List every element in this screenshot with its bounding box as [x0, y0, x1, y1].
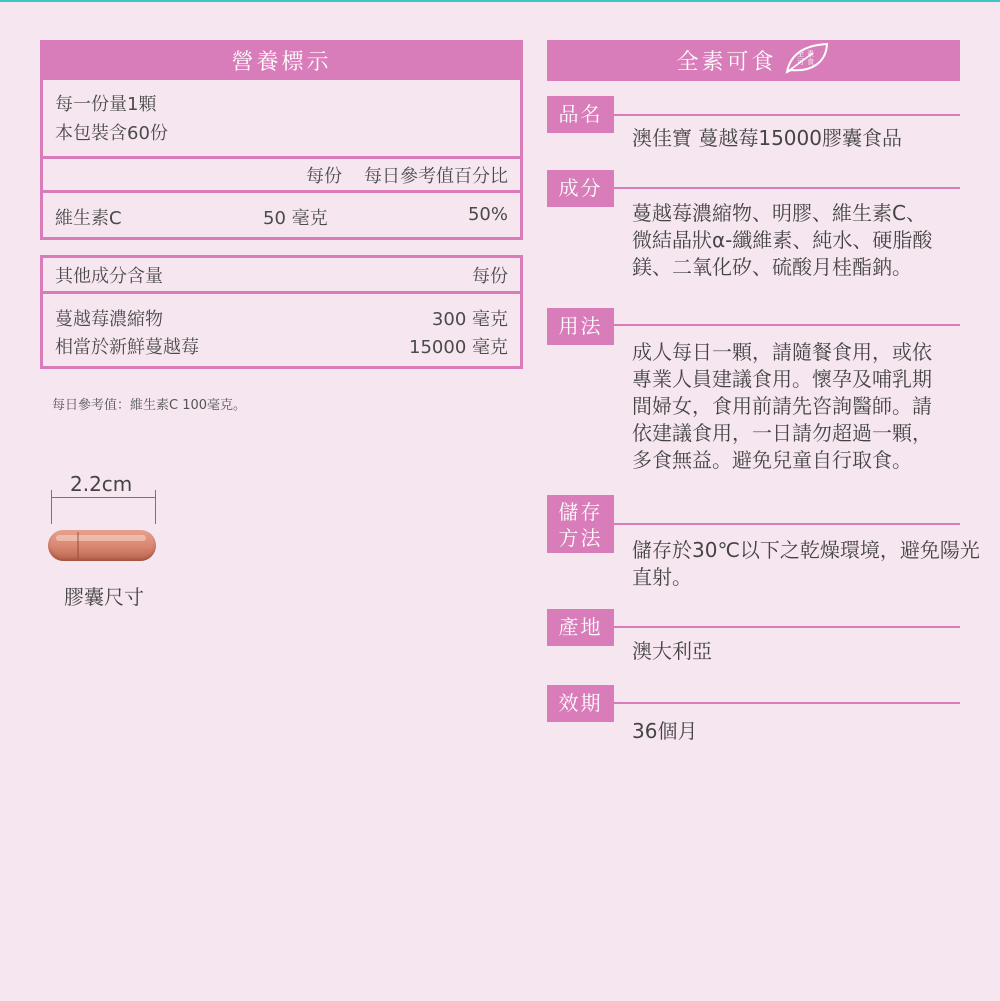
capsule-image — [48, 530, 156, 561]
label-usage: 用法 — [547, 308, 614, 345]
vegan-badge-text: 全素 — [796, 49, 817, 58]
section-rule — [614, 626, 960, 628]
nutrient-daily-value: 50% — [467, 204, 508, 225]
label-product-name: 品名 — [547, 96, 614, 133]
other-col-per-serving: 每份 — [472, 265, 508, 287]
vegan-header — [547, 40, 960, 81]
dimension-line — [51, 497, 156, 498]
section-rule — [614, 114, 960, 116]
origin-text: 澳大利亞 — [632, 639, 712, 663]
nutrient-name: 維生素C — [55, 208, 122, 229]
other-row — [55, 332, 508, 360]
label-origin: 產地 — [547, 609, 614, 646]
top-accent-line — [0, 0, 1000, 2]
other-ingredients-header — [43, 258, 520, 294]
other-row — [55, 304, 508, 332]
nutrition-title: 營養標示 — [40, 40, 523, 80]
section-rule — [614, 702, 960, 704]
nutrition-column-header — [43, 159, 520, 193]
nutrition-table — [40, 80, 523, 240]
svg-text:可食: 可食 — [796, 57, 817, 66]
shelf-life-text: 36個月 — [632, 719, 698, 743]
nutrition-panel — [40, 40, 523, 369]
product-name: 澳佳寶 蔓越莓15000膠囊食品 — [632, 126, 902, 150]
col-per-serving: 每份 — [306, 165, 342, 187]
capsule-caption: 膠囊尺寸 — [64, 585, 144, 609]
servings-per-package: 本包裝含60份 — [55, 123, 168, 144]
vegan-leaf-icon — [783, 41, 831, 81]
vegan-header-title: 全素可食 — [676, 50, 777, 75]
other-ingredients-table — [40, 255, 523, 369]
dimension-tick-right — [155, 490, 156, 524]
other-name: 相當於新鮮蔓越莓 — [55, 337, 199, 358]
other-ingredients-body — [43, 294, 520, 366]
section-rule — [614, 324, 960, 326]
nutrient-amount: 50 毫克 — [263, 208, 328, 229]
serving-info — [43, 80, 520, 159]
nutrient-row — [43, 193, 520, 237]
usage-text: 成人每日一顆，請隨餐食用，或依 專業人員建議食用。懷孕及哺乳期 間婦女，食用前請先咨詢醫師。請 依建議食用，一日請勿超過一顆， 多食無益。避免兒童自行取食。 — [632, 340, 932, 472]
dimension-tick-left — [51, 490, 52, 524]
other-name: 蔓越莓濃縮物 — [55, 309, 163, 330]
section-rule — [614, 523, 960, 525]
daily-value-footnote: 每日參考值：維生素C 100毫克。 — [52, 398, 247, 413]
label-shelf-life: 效期 — [547, 685, 614, 722]
serving-size: 每一份量1顆 — [55, 94, 157, 115]
label-storage: 儲存 方法 — [547, 495, 614, 553]
col-daily-value: 每日參考值百分比 — [364, 165, 508, 187]
label-ingredients: 成分 — [547, 170, 614, 207]
ingredients-text: 蔓越莓濃縮物、明膠、維生素C、 微結晶狀α-纖維素、純水、硬脂酸 鎂、二氧化矽、硫酸月桂酯鈉。 — [632, 201, 933, 279]
capsule-dimension: 2.2cm — [70, 472, 133, 496]
other-amount: 300 毫克 — [431, 309, 508, 330]
other-ingredients-title: 其他成分含量 — [55, 265, 163, 287]
storage-text: 儲存於30℃以下之乾燥環境，避免陽光 直射。 — [632, 538, 980, 589]
other-amount: 15000 毫克 — [409, 337, 508, 358]
section-rule — [614, 187, 960, 189]
